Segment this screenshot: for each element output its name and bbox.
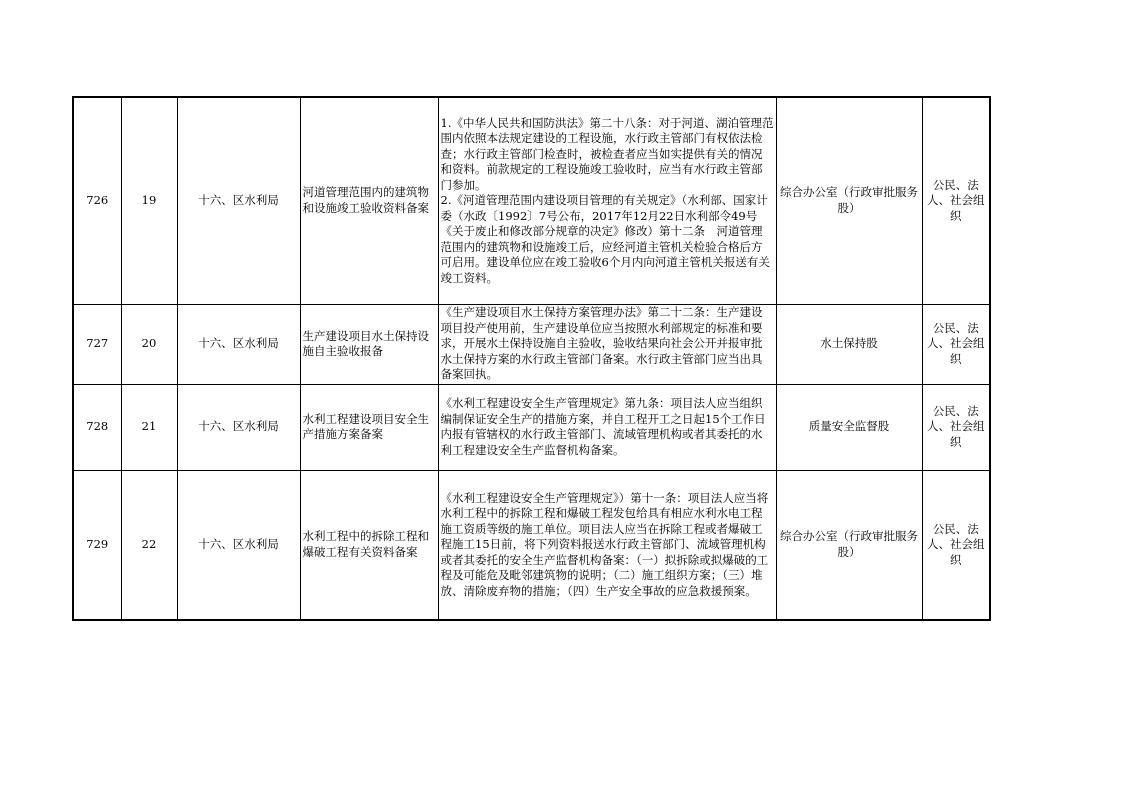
table-row bbox=[73, 97, 990, 304]
sub-number-cell: 20 bbox=[121, 304, 177, 384]
department-cell: 十六、区水利局 bbox=[177, 470, 300, 620]
applicable-to-cell: 公民、法人、社会组织 bbox=[922, 470, 990, 620]
applicable-to-cell: 公民、法人、社会组织 bbox=[922, 304, 990, 384]
legal-basis-paragraph: 《生产建设项目水土保持方案管理办法》第二十二条：生产建设项目投产使用前，生产建设单位应当按照水利部规定的标准和要求，开展水土保持设施自主验收，验收结果向社会公开并报审批水土保持方案的水行政主管部门备案。水行政主管部门应当出具备案回执。 bbox=[440, 305, 763, 382]
legal-basis-paragraph: 《水利工程建设安全生产管理规定》）第十一条：项目法人应当将水利工程中的拆除工程和爆破工程发包给具有相应水利水电工程施工资质等级的施工单位。项目法人应当在拆除工程或者爆破工程施工15日前，将下列资料报送水行政主管部门、流域管理机构或者其委托的安全生产监督机构备案：（一）拟拆除或拟爆破的工程及可能危及毗邻建筑物的说明；（二）施工组织方案；（三）堆放、清除废弃物的措施；（四）生产安全事故的应急救援预案。 bbox=[440, 490, 769, 598]
item-name-cell: 河道管理范围内的建筑物和设施竣工验收资料备案 bbox=[300, 97, 438, 304]
table-row bbox=[73, 304, 990, 384]
legal-basis-cell bbox=[438, 97, 776, 304]
item-name-cell: 生产建设项目水土保持设施自主验收报备 bbox=[300, 304, 438, 384]
table-row bbox=[73, 384, 990, 470]
applicable-to-cell: 公民、法人、社会组织 bbox=[922, 97, 990, 304]
responsible-unit-cell: 水土保持股 bbox=[776, 304, 922, 384]
seq-cell: 729 bbox=[73, 470, 121, 620]
administrative-items-table bbox=[72, 96, 991, 621]
responsible-unit-cell: 综合办公室（行政审批服务股） bbox=[776, 97, 922, 304]
item-name-cell: 水利工程建设项目安全生产措施方案备案 bbox=[300, 384, 438, 470]
department-cell: 十六、区水利局 bbox=[177, 304, 300, 384]
applicable-to-cell: 公民、法人、社会组织 bbox=[922, 384, 990, 470]
table-row bbox=[73, 470, 990, 620]
sub-number-cell: 22 bbox=[121, 470, 177, 620]
legal-basis-cell bbox=[438, 304, 776, 384]
sub-number-cell: 19 bbox=[121, 97, 177, 304]
responsible-unit-cell: 综合办公室（行政审批服务股） bbox=[776, 470, 922, 620]
legal-basis-cell bbox=[438, 384, 776, 470]
department-cell: 十六、区水利局 bbox=[177, 97, 300, 304]
seq-cell: 727 bbox=[73, 304, 121, 384]
seq-cell: 728 bbox=[73, 384, 121, 470]
responsible-unit-cell: 质量安全监督股 bbox=[776, 384, 922, 470]
legal-basis-cell bbox=[438, 470, 776, 620]
seq-cell: 726 bbox=[73, 97, 121, 304]
department-cell: 十六、区水利局 bbox=[177, 384, 300, 470]
legal-basis-paragraph: 2.《河道管理范围内建设项目管理的有关规定》（水利部、国家计委（水政〔1992〕7号公布，2017年12月22日水利部令49号《关于废止和修改部分规章的决定》修改）第十二条 河道管理范围内的建筑物和设施竣工后，应经河道主管机关检验合格后方可启用。建设单位应在竣工验收6个月内向河道主管机关报送有关竣工资料。 bbox=[440, 193, 770, 285]
sub-number-cell: 21 bbox=[121, 384, 177, 470]
legal-basis-paragraph: 1.《中华人民共和国防洪法》第二十八条：对于河道、湖泊管理范围内依照本法规定建设的工程设施，水行政主管部门有权依法检查；水行政主管部门检查时，被检查者应当如实提供有关的情况和资料。前款规定的工程设施竣工验收时，应当有水行政主管部门参加。 bbox=[440, 115, 774, 192]
legal-basis-paragraph: 《水利工程建设安全生产管理规定》第九条：项目法人应当组织编制保证安全生产的措施方案，并自工程开工之日起15个工作日内报有管辖权的水行政主管部门、流域管理机构或者其委托的水利工程建设安全生产监督机构备案。 bbox=[440, 396, 766, 457]
item-name-cell: 水利工程中的拆除工程和爆破工程有关资料备案 bbox=[300, 470, 438, 620]
